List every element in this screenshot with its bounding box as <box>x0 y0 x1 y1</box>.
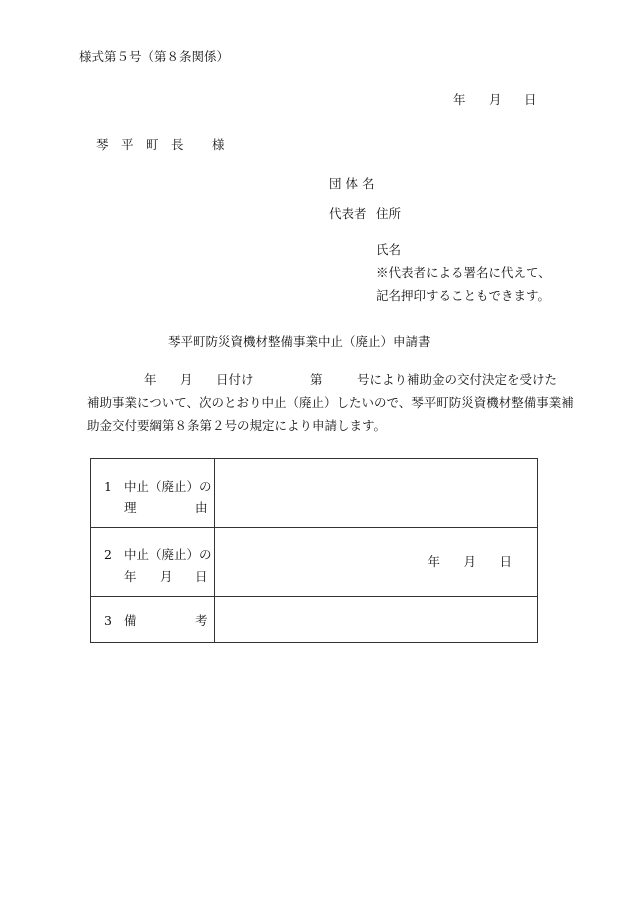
date-year-label: 年 <box>453 92 466 107</box>
row3-label-a: 備 <box>124 613 137 628</box>
table-row <box>91 459 538 528</box>
document-title: 琴平町防災資機材整備事業中止（廃止）申請書 <box>168 334 431 349</box>
row2-value-cell[interactable] <box>215 528 538 597</box>
form-number: 様式第５号（第８条関係） <box>79 49 230 64</box>
row1-label-reason-b: 由 <box>195 500 208 515</box>
row3-label-b: 考 <box>195 613 208 628</box>
row2-number: 2 <box>104 547 112 562</box>
row1-number: 1 <box>104 479 112 494</box>
signature-note-line1: ※代表者による署名に代えて、 <box>376 265 551 280</box>
application-table <box>90 458 538 643</box>
row3-value-cell[interactable] <box>215 597 538 643</box>
date-month-label: 月 <box>489 92 502 107</box>
row2-label-month: 月 <box>160 569 173 584</box>
row1-label-reason-a: 理 <box>124 500 137 515</box>
row3-label-cell <box>91 597 215 643</box>
body-month-label: 月 <box>180 372 193 387</box>
row2-value-year: 年 <box>427 554 440 569</box>
address-label: 住所 <box>376 206 402 221</box>
representative-label: 代表者 <box>329 206 367 221</box>
row2-label-cell <box>91 528 215 597</box>
row2-label-line1: 中止（廃止）の <box>124 547 212 562</box>
row2-label-day: 日 <box>195 569 208 584</box>
name-label: 氏名 <box>376 242 402 257</box>
group-name-label: 団 体 名 <box>329 176 375 191</box>
row1-value-cell[interactable] <box>215 459 538 528</box>
body-number-prefix: 第 <box>310 372 323 387</box>
table-row <box>91 528 538 597</box>
body-line1-rest: 号により補助金の交付決定を受けた <box>357 372 558 387</box>
addressee-honorific: 様 <box>212 137 225 152</box>
table-row <box>91 597 538 643</box>
row3-number: 3 <box>104 613 112 628</box>
row1-label-line1: 中止（廃止）の <box>124 479 212 494</box>
row2-label-year: 年 <box>124 569 137 584</box>
row2-value-day: 日 <box>499 554 512 569</box>
date-day-label: 日 <box>524 92 537 107</box>
row1-label-cell <box>91 459 215 528</box>
addressee-town-mayor: 琴 平 町 長 <box>96 137 184 152</box>
row2-value-month: 月 <box>463 554 476 569</box>
body-line2: 補助事業について、次のとおり中止（廃止）したいので、琴平町防災資機材整備事業補 <box>87 395 574 410</box>
signature-note-line2: 記名押印することもできます。 <box>376 288 551 303</box>
body-date-suffix: 日付け <box>216 372 254 387</box>
body-line3: 助金交付要綱第８条第２号の規定により申請します。 <box>87 418 387 433</box>
body-year-label: 年 <box>144 372 157 387</box>
